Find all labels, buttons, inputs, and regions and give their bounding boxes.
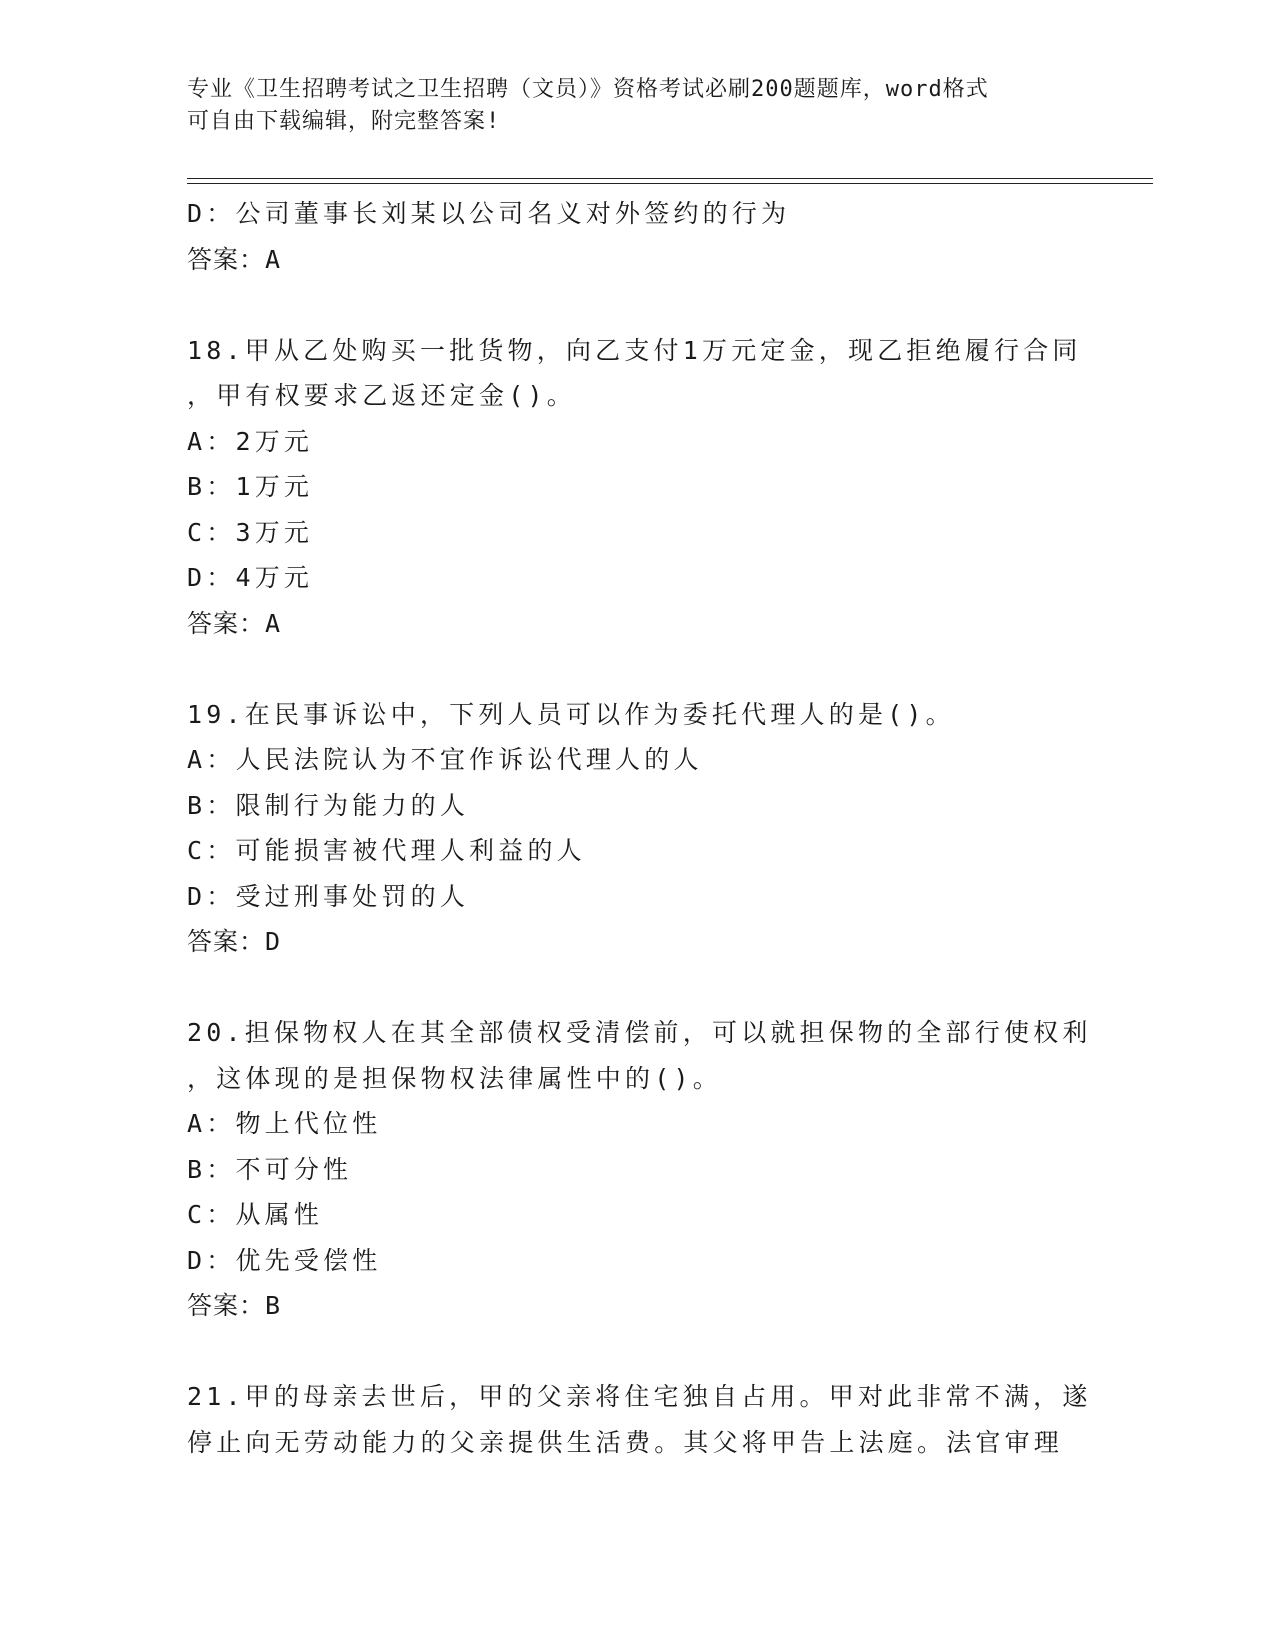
option-c: C：从属性 xyxy=(187,1200,324,1229)
answer-line: 答案：A xyxy=(187,608,282,638)
answer-line: 答案：A xyxy=(187,244,282,274)
option-a: A：2万元 xyxy=(187,426,314,456)
spacer xyxy=(187,646,1087,692)
option-b: B：不可分性 xyxy=(187,1154,353,1184)
question-stem-line: 20.担保物权人在其全部债权受清偿前，可以就担保物的全部行使权利 xyxy=(187,1018,1092,1047)
option-d: D：4万元 xyxy=(187,563,314,592)
question-19 xyxy=(187,692,1087,965)
header-rule-top xyxy=(187,178,1153,179)
option-a: A：物上代位性 xyxy=(187,1109,382,1138)
document-header xyxy=(187,74,1067,138)
answer-line: 答案：D xyxy=(187,927,282,956)
option-c: C：3万元 xyxy=(187,517,314,547)
option-a: A：人民法院认为不宜作诉讼代理人的人 xyxy=(187,745,703,774)
question-20 xyxy=(187,1010,1092,1329)
option-c: C：可能损害被代理人利益的人 xyxy=(187,836,586,865)
question-stem-line: 18.甲从乙处购买一批货物，向乙支付1万元定金，现乙拒绝履行合同 xyxy=(187,335,1082,365)
header-title-line-1: 专业《卫生招聘考试之卫生招聘（文员）》资格考试必刷200题题库，word格式 xyxy=(187,77,989,102)
question-21 xyxy=(187,1374,1092,1465)
header-title-line-2: 可自由下载编辑，附完整答案! xyxy=(187,109,501,134)
option-d: D：优先受偿性 xyxy=(187,1245,382,1275)
spacer xyxy=(187,965,1087,1011)
option-d: D：公司董事长刘某以公司名义对外签约的行为 xyxy=(187,199,791,228)
option-d: D：受过刑事处罚的人 xyxy=(187,881,470,911)
question-stem-line: 19.在民事诉讼中，下列人员可以作为委托代理人的是()。 xyxy=(187,699,955,729)
question-stem-line: 停止向无劳动能力的父亲提供生活费。其父将甲告上法庭。法官审理 xyxy=(187,1427,1064,1457)
spacer xyxy=(187,1329,1087,1375)
question-18 xyxy=(187,328,1087,647)
spacer xyxy=(187,282,1087,328)
question-stem-line: ，这体现的是担保物权法律属性中的()。 xyxy=(187,1063,722,1093)
answer-line: 答案：B xyxy=(187,1291,282,1320)
question-content xyxy=(187,191,1092,1465)
option-b: B：限制行为能力的人 xyxy=(187,790,470,820)
header-rule-bottom xyxy=(187,183,1153,184)
question-stem-line: 21.甲的母亲去世后，甲的父亲将住宅独自占用。甲对此非常不满，遂 xyxy=(187,1382,1092,1411)
question-stem-line: ，甲有权要求乙返还定金()。 xyxy=(187,381,576,410)
option-b: B：1万元 xyxy=(187,472,314,501)
